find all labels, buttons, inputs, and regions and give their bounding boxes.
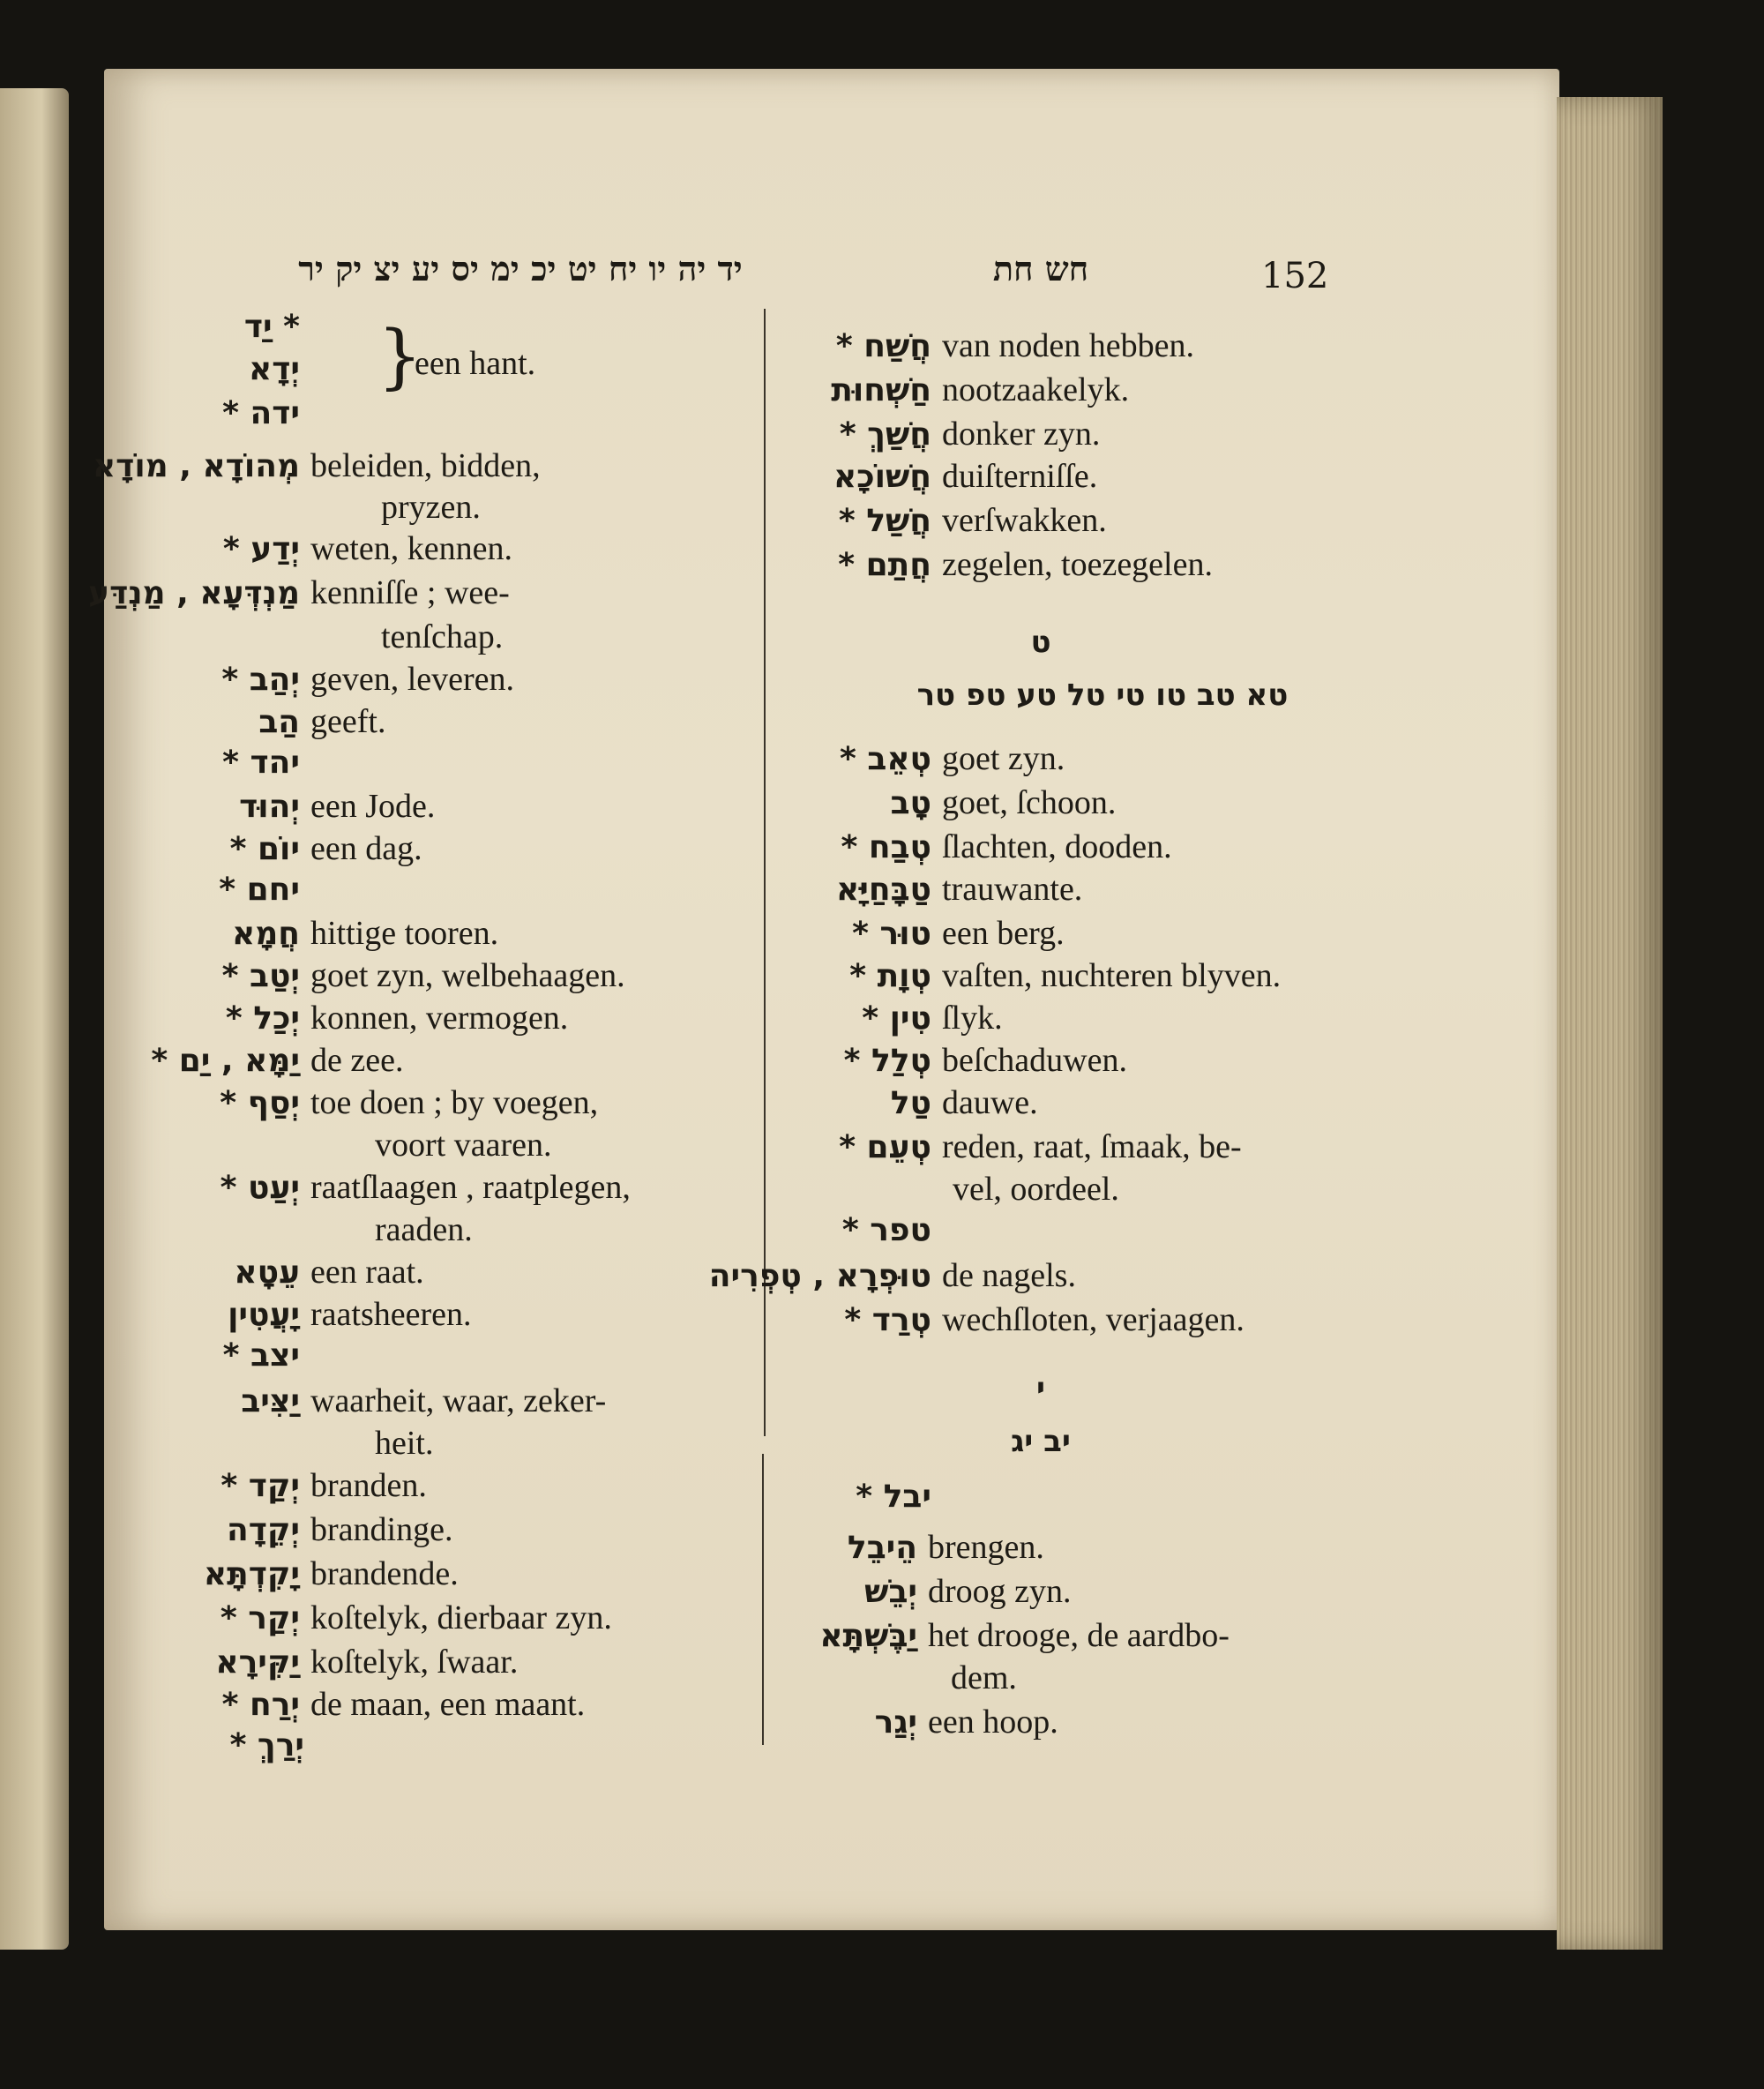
dictionary-entry xyxy=(725,999,1003,1037)
dutch-translation: koſtelyk, ſwaar. xyxy=(310,1643,519,1681)
dutch-translation: vaſten, nuchteren blyven. xyxy=(942,957,1282,994)
hebrew-headword: טַבָּחַיָּא xyxy=(836,872,931,908)
hebrew-headword: טְעֵם * xyxy=(839,1129,931,1165)
running-header-right: חש חת xyxy=(992,249,1089,288)
dictionary-entry xyxy=(725,827,1172,866)
hebrew-headword: חֲשַׁךְ * xyxy=(839,416,931,453)
dictionary-entry xyxy=(725,783,1116,822)
hebrew-headword: יְדַע * xyxy=(222,531,300,567)
dutch-translation: het drooge, de aardbo- xyxy=(928,1617,1230,1654)
dictionary-entry xyxy=(62,702,385,741)
hebrew-headword: טְרַד * xyxy=(844,1302,931,1338)
hebrew-headword: עֵטָא xyxy=(234,1254,300,1291)
dutch-translation: de zee. xyxy=(310,1042,404,1079)
hebrew-headword: טְלַל * xyxy=(843,1043,931,1079)
hebrew-headword: יְקַד * xyxy=(220,1468,300,1504)
hebrew-headword: חֲשׁוֹכָא xyxy=(833,459,931,495)
dutch-translation: een Jode. xyxy=(310,788,436,825)
dictionary-entry xyxy=(711,1528,1044,1567)
dictionary-entry xyxy=(62,309,310,345)
dutch-translation: brandende. xyxy=(310,1555,459,1592)
section-letter-tet: ט xyxy=(1030,625,1051,660)
hebrew-headword: יבל * xyxy=(856,1479,931,1515)
dutch-translation: beſchaduwen. xyxy=(942,1042,1127,1079)
hebrew-headword: יְרַךְ * xyxy=(229,1727,304,1763)
dutch-translation: raatsheeren. xyxy=(310,1296,472,1333)
running-header-left: יד יה יו יח יט יכ ימ יס יע יצ יק יר xyxy=(298,249,743,288)
dutch-translation: ſlyk. xyxy=(942,1000,1003,1037)
dutch-translation: wechſloten, verjaagen. xyxy=(942,1301,1245,1338)
dictionary-entry xyxy=(62,1295,472,1334)
dutch-translation: trauwante. xyxy=(942,871,1083,908)
hebrew-headword: יְהַב * xyxy=(221,662,300,698)
dutch-translation: een berg. xyxy=(942,915,1065,952)
translation-continuation: tenſchap. xyxy=(381,618,504,655)
dictionary-entry xyxy=(725,1479,942,1515)
dutch-translation: toe doen ; by voegen, xyxy=(310,1084,599,1121)
dictionary-entry xyxy=(62,1554,459,1593)
dutch-translation: ſlachten, dooden. xyxy=(942,828,1172,865)
hebrew-headword: יהד * xyxy=(222,745,300,781)
hebrew-headword: יְכַל * xyxy=(225,1000,300,1037)
hebrew-headword: טוּר * xyxy=(852,916,931,952)
hebrew-headword: טפר * xyxy=(841,1212,931,1248)
dictionary-entry xyxy=(62,1337,310,1374)
hebrew-headword: יַבֶּשְׁתָּא xyxy=(819,1618,917,1654)
dutch-translation: waarheit, waar, zeker- xyxy=(310,1382,607,1419)
section-roots-yod: יב יג xyxy=(1011,1424,1071,1459)
hebrew-headword: מַנְדְּעָא , מַנְדַּע xyxy=(88,575,300,611)
dictionary-entry xyxy=(725,956,1281,995)
hebrew-headword: יְסַף * xyxy=(220,1085,300,1121)
dictionary-entry xyxy=(711,1572,1072,1611)
hebrew-headword: יַקִּירָא xyxy=(215,1644,300,1681)
hebrew-headword: יְקַר * xyxy=(220,1600,300,1636)
dutch-translation: raatſlaagen , raatplegen, xyxy=(310,1169,631,1206)
dictionary-entry xyxy=(725,739,1065,778)
translation-continuation: heit. xyxy=(375,1425,434,1462)
hebrew-headword: יוֹם * xyxy=(229,831,300,867)
hebrew-headword: יַמָּא , יַם * xyxy=(151,1043,300,1079)
hebrew-headword: חַשְׁחוּת xyxy=(831,372,931,408)
section-roots-tet: טא טב טו טי טל טע טפ טר xyxy=(916,678,1289,713)
hebrew-headword: הַב xyxy=(258,704,300,740)
brace-translation: een hant. xyxy=(415,345,536,382)
dutch-translation: nootzaakelyk. xyxy=(942,371,1130,408)
hebrew-headword: יחם * xyxy=(219,872,300,908)
dutch-translation: van noden hebben. xyxy=(942,327,1194,364)
hebrew-headword: יְבֵשׁ xyxy=(864,1574,917,1610)
dutch-translation: duiſterniſſe. xyxy=(942,458,1098,495)
hebrew-headword: * יַד xyxy=(243,309,300,345)
hebrew-headword: טְאֵב * xyxy=(840,741,931,777)
dutch-translation: reden, raat, ſmaak, be- xyxy=(942,1128,1242,1165)
hebrew-headword: יְקֵדָה xyxy=(226,1512,300,1548)
dutch-translation: branden. xyxy=(310,1467,427,1504)
dutch-translation: de nagels. xyxy=(942,1257,1076,1294)
dictionary-entry xyxy=(725,1041,1127,1080)
dictionary-entry xyxy=(711,1703,1058,1741)
hebrew-headword: טִין * xyxy=(862,1000,931,1037)
hebrew-headword: יְדָא xyxy=(249,351,300,387)
translation-continuation: voort vaaren. xyxy=(375,1127,552,1164)
dictionary-entry xyxy=(62,956,625,995)
dictionary-entry xyxy=(62,1599,612,1637)
dictionary-entry xyxy=(35,573,510,612)
dictionary-entry xyxy=(62,1643,518,1681)
dictionary-entry xyxy=(725,326,1194,365)
hebrew-headword: חֲשַׁח * xyxy=(835,328,931,364)
dictionary-entry xyxy=(725,545,1213,584)
hebrew-headword: טְוָת * xyxy=(849,958,931,994)
hebrew-headword: יְעַט * xyxy=(220,1170,300,1206)
dutch-translation: dauwe. xyxy=(942,1084,1038,1121)
hebrew-headword: טְבַח * xyxy=(841,829,931,865)
dictionary-entry xyxy=(62,872,310,908)
translation-continuation: dem. xyxy=(951,1659,1017,1696)
dutch-translation: donker zyn. xyxy=(942,416,1101,453)
dictionary-entry xyxy=(62,395,310,431)
hebrew-headword: יְגַר xyxy=(874,1704,917,1741)
dutch-translation: hittige tooren. xyxy=(310,915,499,952)
dutch-translation: geeft. xyxy=(310,703,386,740)
dictionary-entry xyxy=(62,745,310,781)
dutch-translation: zegelen, toezegelen. xyxy=(942,546,1213,583)
dictionary-entry xyxy=(62,351,310,387)
hebrew-headword: טוּפְרָא , טְפְרִיה xyxy=(708,1258,931,1294)
hebrew-headword: הֵיבֵל xyxy=(847,1530,917,1566)
hebrew-headword: חֲתַם * xyxy=(838,547,931,583)
dictionary-entry xyxy=(62,1685,585,1724)
dictionary-entry xyxy=(725,415,1100,453)
dutch-translation: kenniſſe ; wee- xyxy=(310,574,510,611)
dictionary-entry xyxy=(62,660,514,699)
dictionary-entry xyxy=(725,371,1129,409)
dictionary-entry xyxy=(725,1212,942,1248)
hebrew-headword: חֲשַׁל * xyxy=(838,503,931,539)
dutch-translation: de maan, een maant. xyxy=(310,1686,586,1723)
dictionary-entry xyxy=(725,914,1065,953)
brace-bracket: } xyxy=(377,315,422,397)
dutch-translation: een raat. xyxy=(310,1254,424,1291)
dutch-translation: beleiden, bidden, xyxy=(310,447,541,484)
hebrew-headword: יְהוּד xyxy=(239,789,300,825)
dutch-translation: goet zyn, welbehaagen. xyxy=(310,957,625,994)
dutch-translation: brengen. xyxy=(928,1529,1044,1566)
hebrew-headword: יַצִּיב xyxy=(241,1383,300,1419)
page-number: 152 xyxy=(1261,256,1329,296)
translation-continuation: raaden. xyxy=(375,1211,473,1248)
facing-page-edge xyxy=(0,88,69,1950)
section-letter-yod: י xyxy=(1035,1371,1045,1406)
dictionary-entry xyxy=(725,1300,1245,1339)
hebrew-headword: ידה * xyxy=(222,395,300,431)
hebrew-headword: מְהוֹדָא , מוֹדָא xyxy=(92,448,300,484)
dutch-translation: verſwakken. xyxy=(942,502,1107,539)
hebrew-headword: יָקִדְתָּא xyxy=(203,1556,300,1592)
dictionary-entry xyxy=(725,870,1082,909)
dutch-translation: konnen, vermogen. xyxy=(310,1000,569,1037)
dictionary-entry xyxy=(62,914,498,953)
translation-continuation: pryzen. xyxy=(381,489,481,526)
dutch-translation: een hoop. xyxy=(928,1703,1058,1741)
dutch-translation: brandinge. xyxy=(310,1511,453,1548)
dictionary-entry xyxy=(62,1041,403,1080)
page-fore-edge xyxy=(1557,97,1663,1950)
dutch-translation: een dag. xyxy=(310,830,422,867)
dictionary-entry xyxy=(62,999,568,1037)
dutch-translation: geven, leveren. xyxy=(310,661,515,698)
hebrew-headword: טַל xyxy=(890,1085,931,1121)
dutch-translation: droog zyn. xyxy=(928,1573,1072,1610)
hebrew-headword: יְטַב * xyxy=(221,958,300,994)
dictionary-entry xyxy=(62,1083,598,1122)
hebrew-headword: חֲמָא xyxy=(232,916,300,952)
dutch-translation: goet zyn. xyxy=(942,740,1065,777)
dictionary-entry xyxy=(725,457,1097,496)
dutch-translation: koſtelyk, dierbaar zyn. xyxy=(310,1599,612,1636)
hebrew-headword: יָעֲטִין xyxy=(228,1297,300,1333)
dictionary-entry xyxy=(0,446,541,485)
dictionary-entry xyxy=(62,1466,427,1505)
dictionary-entry xyxy=(725,501,1107,540)
hebrew-headword: יְרַח * xyxy=(221,1687,300,1723)
dictionary-entry xyxy=(711,1616,1230,1655)
dictionary-entry xyxy=(62,1381,606,1420)
dictionary-entry xyxy=(62,1168,631,1207)
dictionary-entry xyxy=(62,787,435,826)
dictionary-entry xyxy=(62,1253,424,1292)
hebrew-headword: יצב * xyxy=(222,1337,300,1374)
dutch-translation: goet, ſchoon. xyxy=(942,784,1117,821)
dictionary-entry xyxy=(725,1127,1242,1166)
dictionary-entry xyxy=(708,1256,1076,1295)
dictionary-entry xyxy=(725,1083,1038,1122)
dictionary-entry xyxy=(62,1510,452,1549)
dictionary-entry xyxy=(62,529,512,568)
hebrew-headword: טָב xyxy=(890,785,931,821)
dictionary-entry xyxy=(62,829,422,868)
dutch-translation: weten, kennen. xyxy=(310,530,512,567)
dictionary-entry xyxy=(0,1727,315,1763)
translation-continuation: vel, oordeel. xyxy=(953,1171,1119,1208)
